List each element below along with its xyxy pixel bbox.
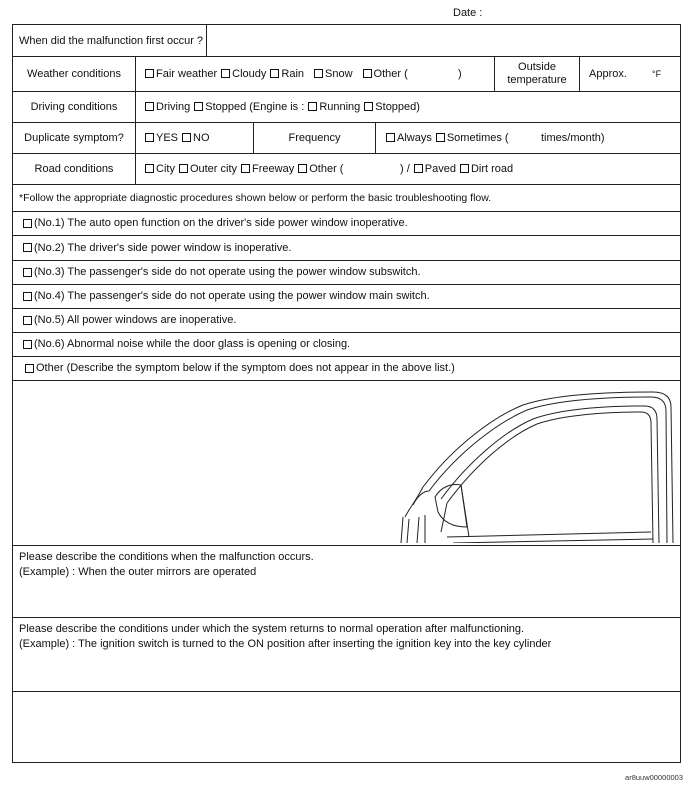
figure-code: ar8uuw00000003	[625, 773, 683, 782]
road-options	[145, 153, 347, 184]
times-per-month-label: times/month)	[541, 131, 605, 144]
duplicate-options	[145, 122, 214, 153]
symptom-item-4[interactable]: (No.4) The passenger's side do not operate using the power window main switch.	[23, 284, 430, 308]
road-other-option[interactable]: Other (	[298, 163, 343, 175]
divider	[13, 617, 680, 618]
road-label: Road conditions	[34, 162, 114, 175]
road-city-option[interactable]: City	[145, 163, 175, 175]
conditions-question: Please describe the conditions when the malfunction occurs.	[19, 551, 314, 563]
frequency-label: Frequency	[288, 131, 341, 144]
symptom-item-6[interactable]: (No.6) Abnormal noise while the door glass is opening or closing.	[23, 332, 350, 356]
divider	[135, 56, 136, 184]
recovery-example: (Example) : The ignition switch is turned to the ON position after inserting the ignition key into the key cylinder	[19, 638, 552, 650]
checkbox-icon[interactable]	[23, 268, 32, 277]
temperature-unit: °F	[652, 68, 662, 79]
symptom-item-1[interactable]: (No.1) The auto open function on the driver's side power window inoperative.	[23, 211, 408, 235]
checkbox-icon[interactable]	[460, 164, 469, 173]
weather-options	[145, 56, 412, 91]
recovery-question: Please describe the conditions under which the system returns to normal operation after malfunctioning.	[19, 623, 525, 635]
divider	[375, 122, 376, 153]
road-paved-option[interactable]: Paved	[414, 163, 456, 175]
date-label: Date :	[453, 7, 483, 19]
checkbox-icon[interactable]	[364, 102, 373, 111]
symptom-item-3[interactable]: (No.3) The passenger's side do not operate using the power window subswitch.	[23, 260, 421, 284]
road-dirt-option[interactable]: Dirt road	[460, 163, 513, 175]
checkbox-icon[interactable]	[179, 164, 188, 173]
checkbox-icon[interactable]	[308, 102, 317, 111]
road-freeway-option[interactable]: Freeway	[241, 163, 294, 175]
weather-rain-option[interactable]: Rain	[270, 68, 304, 80]
weather-label: Weather conditions	[27, 67, 121, 80]
divider	[13, 380, 680, 381]
checkbox-icon[interactable]	[194, 102, 203, 111]
frequency-sometimes-option[interactable]: Sometimes (	[436, 132, 509, 144]
approx-label: Approx.	[589, 67, 627, 80]
checkbox-icon[interactable]	[25, 364, 34, 373]
instruction-text: *Follow the appropriate diagnostic procedures shown below or perform the basic troubleshooting flow.	[19, 191, 492, 204]
driving-label: Driving conditions	[30, 100, 118, 113]
engine-running-option[interactable]: Running	[308, 101, 360, 113]
conditions-example: (Example) : When the outer mirrors are operated	[19, 566, 257, 578]
checkbox-icon[interactable]	[145, 133, 154, 142]
checkbox-icon[interactable]	[314, 69, 323, 78]
checkbox-icon[interactable]	[145, 102, 154, 111]
checkbox-icon[interactable]	[298, 164, 307, 173]
symptom-item-other[interactable]: Other (Describe the symptom below if the symptom does not appear in the above list.)	[25, 356, 455, 380]
first-occur-label: When did the malfunction first occur ?	[19, 34, 204, 47]
checkbox-icon[interactable]	[23, 243, 32, 252]
duplicate-yes-option[interactable]: YES	[145, 132, 178, 144]
driving-stopped-option[interactable]: Stopped (Engine is :	[194, 101, 304, 113]
frequency-always-option[interactable]: Always	[386, 132, 432, 144]
road-outer-city-option[interactable]: Outer city	[179, 163, 237, 175]
divider	[579, 56, 580, 91]
driving-options	[145, 91, 424, 122]
checkbox-icon[interactable]	[221, 69, 230, 78]
road-slash: ) /	[400, 162, 410, 175]
driving-driving-option[interactable]: Driving	[145, 101, 190, 113]
checkbox-icon[interactable]	[23, 219, 32, 228]
road-surface-options	[400, 153, 517, 184]
weather-fair-option[interactable]: Fair weather	[145, 68, 217, 80]
first-occur-field[interactable]	[207, 25, 680, 56]
duplicate-label: Duplicate symptom?	[24, 131, 124, 144]
weather-other-close: )	[458, 67, 462, 80]
divider	[13, 545, 680, 546]
car-door-illustration	[383, 387, 679, 543]
outside-temperature-label: Outside temperature	[507, 60, 567, 86]
checkbox-icon[interactable]	[182, 133, 191, 142]
notes-area[interactable]	[13, 692, 680, 762]
checkbox-icon[interactable]	[363, 69, 372, 78]
checkbox-icon[interactable]	[23, 340, 32, 349]
checkbox-icon[interactable]	[436, 133, 445, 142]
checkbox-icon[interactable]	[145, 69, 154, 78]
checkbox-icon[interactable]	[145, 164, 154, 173]
symptom-item-2[interactable]: (No.2) The driver's side power window is inoperative.	[23, 235, 291, 260]
frequency-options	[386, 122, 513, 153]
checkbox-icon[interactable]	[386, 133, 395, 142]
weather-other-option[interactable]: Other (	[363, 68, 408, 80]
checkbox-icon[interactable]	[23, 292, 32, 301]
weather-snow-option[interactable]: Snow	[314, 68, 353, 80]
checkbox-icon[interactable]	[414, 164, 423, 173]
engine-stopped-option[interactable]: Stopped)	[364, 101, 420, 113]
diagnosis-form	[12, 24, 681, 763]
duplicate-no-option[interactable]: NO	[182, 132, 210, 144]
symptom-item-5[interactable]: (No.5) All power windows are inoperative.	[23, 308, 236, 332]
checkbox-icon[interactable]	[270, 69, 279, 78]
checkbox-icon[interactable]	[23, 316, 32, 325]
checkbox-icon[interactable]	[241, 164, 250, 173]
weather-cloudy-option[interactable]: Cloudy	[221, 68, 266, 80]
